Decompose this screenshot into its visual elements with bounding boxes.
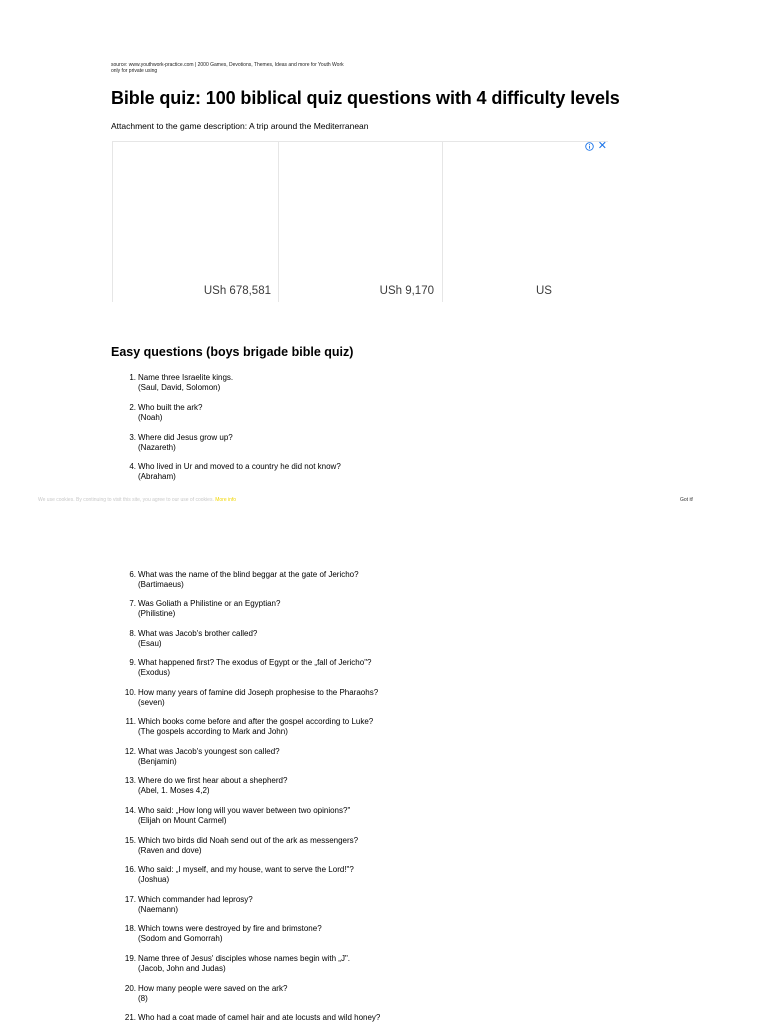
- question-text: What was Jacob's youngest son called?: [138, 747, 280, 756]
- question-text: What was the name of the blind beggar at the gate of Jericho?: [138, 570, 359, 579]
- question-number: 17.: [124, 895, 136, 904]
- question-number: 7.: [129, 599, 136, 608]
- question-answer: (Joshua): [138, 875, 170, 884]
- ad-product-card[interactable]: [442, 141, 608, 302]
- question-text: Who had a coat made of camel hair and ate locusts and wild honey?: [138, 1013, 381, 1022]
- question-answer: (Raven and dove): [138, 846, 202, 855]
- question-text: What happened first? The exodus of Egypt or the „fall of Jericho"?: [138, 658, 372, 667]
- list-item: [112, 924, 432, 943]
- list-item: [112, 688, 432, 707]
- question-text: Who said: „I myself, and my house, want to serve the Lord!"?: [138, 865, 354, 874]
- question-answer: (8): [138, 994, 148, 1003]
- list-item: [112, 433, 432, 452]
- question-number: 13.: [124, 776, 136, 785]
- question-answer: (Naemann): [138, 905, 179, 914]
- question-number: 1.: [129, 373, 136, 382]
- question-text: Which books come before and after the gospel according to Luke?: [138, 717, 374, 726]
- cookie-message: [38, 494, 236, 506]
- list-item: [112, 373, 432, 392]
- question-text: Which commander had leprosy?: [138, 895, 253, 904]
- ad-product-card[interactable]: [278, 141, 443, 302]
- question-text: Which towns were destroyed by fire and brimstone?: [138, 924, 322, 933]
- question-answer: (Nazareth): [138, 443, 176, 452]
- question-answer: (Philistine): [138, 609, 176, 618]
- question-text: Where do we first hear about a shepherd?: [138, 776, 288, 785]
- question-answer: (Abel, 1. Moses 4,2): [138, 786, 210, 795]
- question-number: 4.: [129, 462, 136, 471]
- cookie-accept-button[interactable]: Got it!: [680, 497, 694, 503]
- source-note: [111, 63, 344, 74]
- question-number: 12.: [124, 747, 136, 756]
- question-number: 2.: [129, 403, 136, 412]
- question-number: 19.: [124, 954, 136, 963]
- cookie-more-info-link[interactable]: More info: [215, 497, 237, 503]
- question-answer: (Esau): [138, 639, 162, 648]
- list-item: [112, 629, 432, 648]
- question-number: 14.: [124, 806, 136, 815]
- question-number: 10.: [124, 688, 136, 697]
- question-text: Which two birds did Noah send out of the ark as messengers?: [138, 836, 359, 845]
- section-title: Easy questions (boys brigade bible quiz): [111, 345, 354, 359]
- question-text: How many people were saved on the ark?: [138, 984, 288, 993]
- ad-banner: [112, 141, 608, 302]
- question-number: 8.: [129, 629, 136, 638]
- list-item: [112, 806, 432, 825]
- source-line-2: only for private using: [111, 67, 158, 74]
- list-item: [112, 1013, 432, 1023]
- question-text: What was Jacob's brother called?: [138, 629, 258, 638]
- question-text: Who said: „How long will you waver between two opinions?": [138, 806, 351, 815]
- question-number: 15.: [124, 836, 136, 845]
- ad-product-card[interactable]: [112, 141, 280, 302]
- question-number: 21.: [124, 1013, 136, 1022]
- list-item: [112, 747, 432, 766]
- ad-product-price: USh 678,581: [203, 285, 271, 297]
- list-item: [112, 776, 432, 795]
- question-text: Name three of Jesus' disciples whose names begin with „J".: [138, 954, 351, 963]
- question-number: 3.: [129, 433, 136, 442]
- question-text: Was Goliath a Philistine or an Egyptian?: [138, 599, 281, 608]
- question-number: 18.: [124, 924, 136, 933]
- question-answer: (Benjamin): [138, 757, 177, 766]
- question-answer: (Jacob, John and Judas): [138, 964, 226, 973]
- question-answer: (Bartimaeus): [138, 580, 184, 589]
- list-item: [112, 984, 432, 1003]
- list-item: [112, 954, 432, 973]
- question-answer: (Sodom and Gomorrah): [138, 934, 223, 943]
- question-text: Who built the ark?: [138, 403, 203, 412]
- question-number: 6.: [129, 570, 136, 579]
- question-answer: (Noah): [138, 413, 163, 422]
- info-icon[interactable]: [585, 142, 594, 151]
- list-item: [112, 403, 432, 422]
- cookie-banner: [0, 494, 768, 506]
- list-item: [112, 462, 432, 481]
- question-text: Who lived in Ur and moved to a country he did not know?: [138, 462, 341, 471]
- question-text: Name three Israelite kings.: [138, 373, 234, 382]
- list-item: [112, 836, 432, 855]
- question-answer: (seven): [138, 698, 165, 707]
- page-subtitle: Attachment to the game description: A trip around the Mediterranean: [111, 121, 369, 131]
- list-item: [112, 865, 432, 884]
- list-item: [112, 895, 432, 914]
- source-line-1: source: www.youthwork-practice.com | 2000 Games, Devotions, Themes, Ideas and more for Youth Work: [111, 62, 344, 68]
- question-text: Where did Jesus grow up?: [138, 433, 233, 442]
- question-number: 20.: [124, 984, 136, 993]
- question-number: 11.: [125, 717, 136, 726]
- list-item: [112, 717, 432, 736]
- question-answer: (Abraham): [138, 472, 176, 481]
- page-title: Bible quiz: 100 biblical quiz questions with 4 difficulty levels: [111, 88, 620, 108]
- cookie-text: We use cookies. By continuing to visit this site, you agree to our use of cookies.: [38, 497, 214, 503]
- ad-product-price: US: [536, 285, 552, 297]
- question-answer: (Saul, David, Solomon): [138, 383, 221, 392]
- close-icon[interactable]: ✕: [597, 141, 607, 152]
- list-item: [112, 599, 432, 618]
- question-number: 16.: [124, 865, 136, 874]
- question-answer: (Elijah on Mount Carmel): [138, 816, 227, 825]
- question-text: How many years of famine did Joseph prophesise to the Pharaohs?: [138, 688, 379, 697]
- question-answer: (Exodus): [138, 668, 171, 677]
- question-number: 9.: [129, 658, 136, 667]
- ad-product-price: USh 9,170: [379, 285, 434, 297]
- list-item: [112, 570, 432, 589]
- list-item: [112, 658, 432, 677]
- question-answer: (The gospels according to Mark and John): [138, 727, 288, 736]
